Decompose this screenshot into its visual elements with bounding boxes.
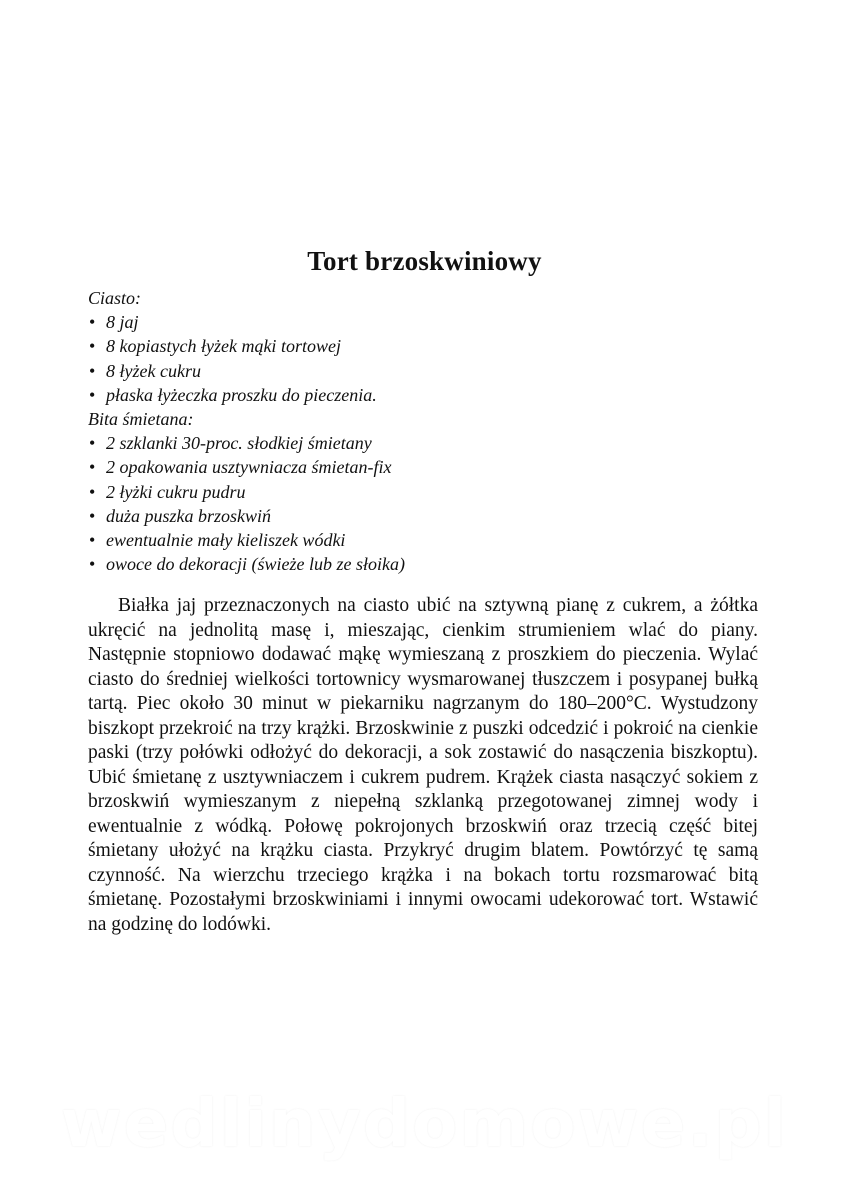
recipe-title: Tort brzoskwiniowy: [307, 246, 542, 277]
ingredient-item: • duża puszka brzoskwiń: [88, 504, 708, 528]
ingredient-item: • 2 szklanki 30-proc. słodkiej śmietany: [88, 431, 708, 455]
dough-ingredient-list: [88, 310, 708, 407]
ingredients-section: [88, 286, 708, 576]
ingredient-item: • 2 opakowania usztywniacza śmietan-fix: [88, 455, 708, 479]
watermark: wedlinydomowe.pl: [60, 1085, 789, 1162]
cream-ingredient-list: [88, 431, 708, 576]
dough-label: Ciasto:: [88, 288, 142, 308]
ingredient-item: • owoce do dekoracji (świeże lub ze słoika): [88, 552, 708, 576]
ingredient-item: • 2 łyżki cukru pudru: [88, 480, 708, 504]
instructions-paragraph: Białka jaj przeznaczonych na ciasto ubić na sztywną pianę z cukrem, a żółtka ukręcić na jednolitą masę i, mieszając, cienkim strumieniem wlać do piany. Następnie stopniowo dodawać mąkę wymieszaną z proszkiem do pieczenia. Wylać ciasto do średniej wielkości tortownicy wysmarowanej tłuszczem i posypanej bułką tartą. Piec około 30 minut w piekarniku nagrzanym do 180–200°C. Wystudzony biszkopt przekroić na trzy krążki. Brzoskwinie z puszki odcedzić i pokroić na cienkie paski (trzy połówki odłożyć do dekoracji, a sok zostawić do nasączenia biszkoptu). Ubić śmietanę z usztywniaczem i cukrem pudrem. Krążek ciasta nasączyć sokiem z brzoskwiń wymieszanym z niepełną szklanką przegotowanej zimnej wody i ewentualnie z wódką. Połowę pokrojonych brzoskwiń oraz trzecią część bitej śmietany ułożyć na krążku ciasta. Przykryć drugim blatem. Powtórzyć tę samą czynność. Na wierzchu trzeciego krążka i na bokach tortu rozsmarować bitą śmietanę. Pozostałymi brzoskwiniami i innymi owocami udekorować tort. Wstawić na godzinę do lodówki.: [88, 595, 758, 935]
ingredient-item: • 8 kopiastych łyżek mąki tortowej: [88, 334, 708, 358]
ingredient-item: • 8 łyżek cukru: [88, 359, 708, 383]
ingredient-item: • 8 jaj: [88, 310, 708, 334]
ingredient-item: • płaska łyżeczka proszku do pieczenia.: [88, 383, 708, 407]
cream-label: Bita śmietana:: [88, 409, 194, 430]
ingredient-item: • ewentualnie mały kieliszek wódki: [88, 528, 708, 552]
